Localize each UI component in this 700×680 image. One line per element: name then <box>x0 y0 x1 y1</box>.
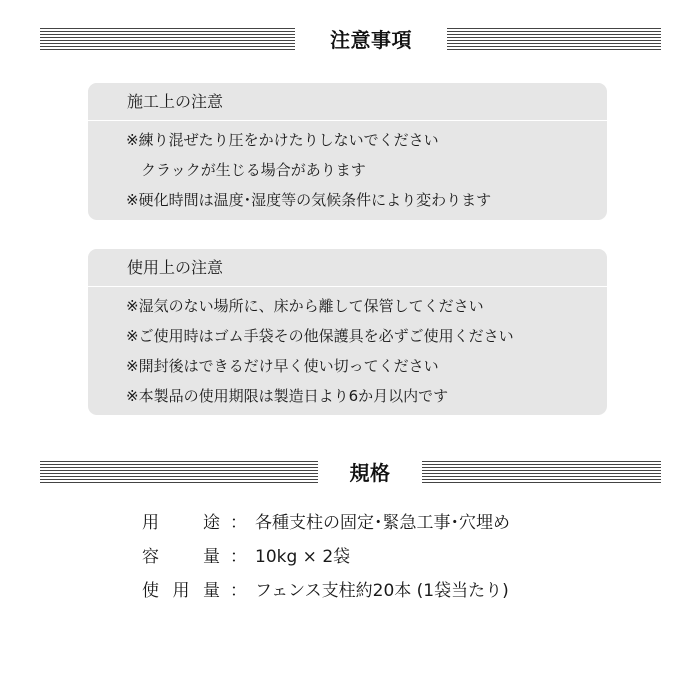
header-stripe-left <box>40 28 295 52</box>
usage-note-line: ※本製品の使用期限は製造日より6か月以内です <box>126 387 449 405</box>
construction-notes-body <box>88 120 607 215</box>
usage-notes-title: 使用上の注意 <box>88 249 607 286</box>
usage-notes-body <box>88 286 607 411</box>
spec-colon: ： <box>230 513 247 533</box>
notes-section-header <box>40 27 661 55</box>
spec-label-char: 途 <box>203 513 220 533</box>
header-stripe-right <box>422 461 661 485</box>
header-stripe-right <box>447 28 661 52</box>
construction-note-line: ※練り混ぜたり圧をかけたりしないでください <box>126 131 439 149</box>
notes-section-title: 注意事項 <box>330 28 412 52</box>
spec-value: 10kg × 2袋 <box>255 547 351 567</box>
spec-label-char: 量 <box>203 547 220 567</box>
spec-label-char: 用 <box>142 513 159 533</box>
usage-note-line: ※開封後はできるだけ早く使い切ってください <box>126 357 439 375</box>
spec-row-capacity <box>142 542 592 572</box>
spec-section-header <box>40 460 661 488</box>
spec-label <box>142 508 220 538</box>
construction-note-line: ※硬化時間は温度･湿度等の気候条件により変わります <box>126 191 492 209</box>
spec-row-usage <box>142 508 592 538</box>
spec-table <box>142 508 592 610</box>
construction-notes-title: 施工上の注意 <box>88 83 607 120</box>
header-stripe-left <box>40 461 318 485</box>
spec-label-char: 用 <box>172 581 190 601</box>
construction-notes-box <box>88 83 607 220</box>
spec-section-title: 規格 <box>349 461 391 485</box>
spec-label-char: 量 <box>203 581 220 601</box>
spec-row-amount <box>142 576 592 606</box>
construction-note-line: クラックが生じる場合があります <box>141 161 366 179</box>
spec-label <box>142 542 220 572</box>
spec-colon: ： <box>230 547 247 567</box>
spec-value: 各種支柱の固定･緊急工事･穴埋め <box>255 513 510 533</box>
usage-notes-box <box>88 249 607 415</box>
spec-label-char: 使 <box>142 581 159 601</box>
spec-label <box>142 576 220 606</box>
spec-value: フェンス支柱約20本 (1袋当たり) <box>255 581 509 601</box>
usage-note-line: ※湿気のない場所に、床から離して保管してください <box>126 297 484 315</box>
spec-colon: ： <box>230 581 247 601</box>
spec-label-char: 容 <box>142 547 159 567</box>
usage-note-line: ※ご使用時はゴム手袋その他保護具を必ずご使用ください <box>126 327 514 345</box>
